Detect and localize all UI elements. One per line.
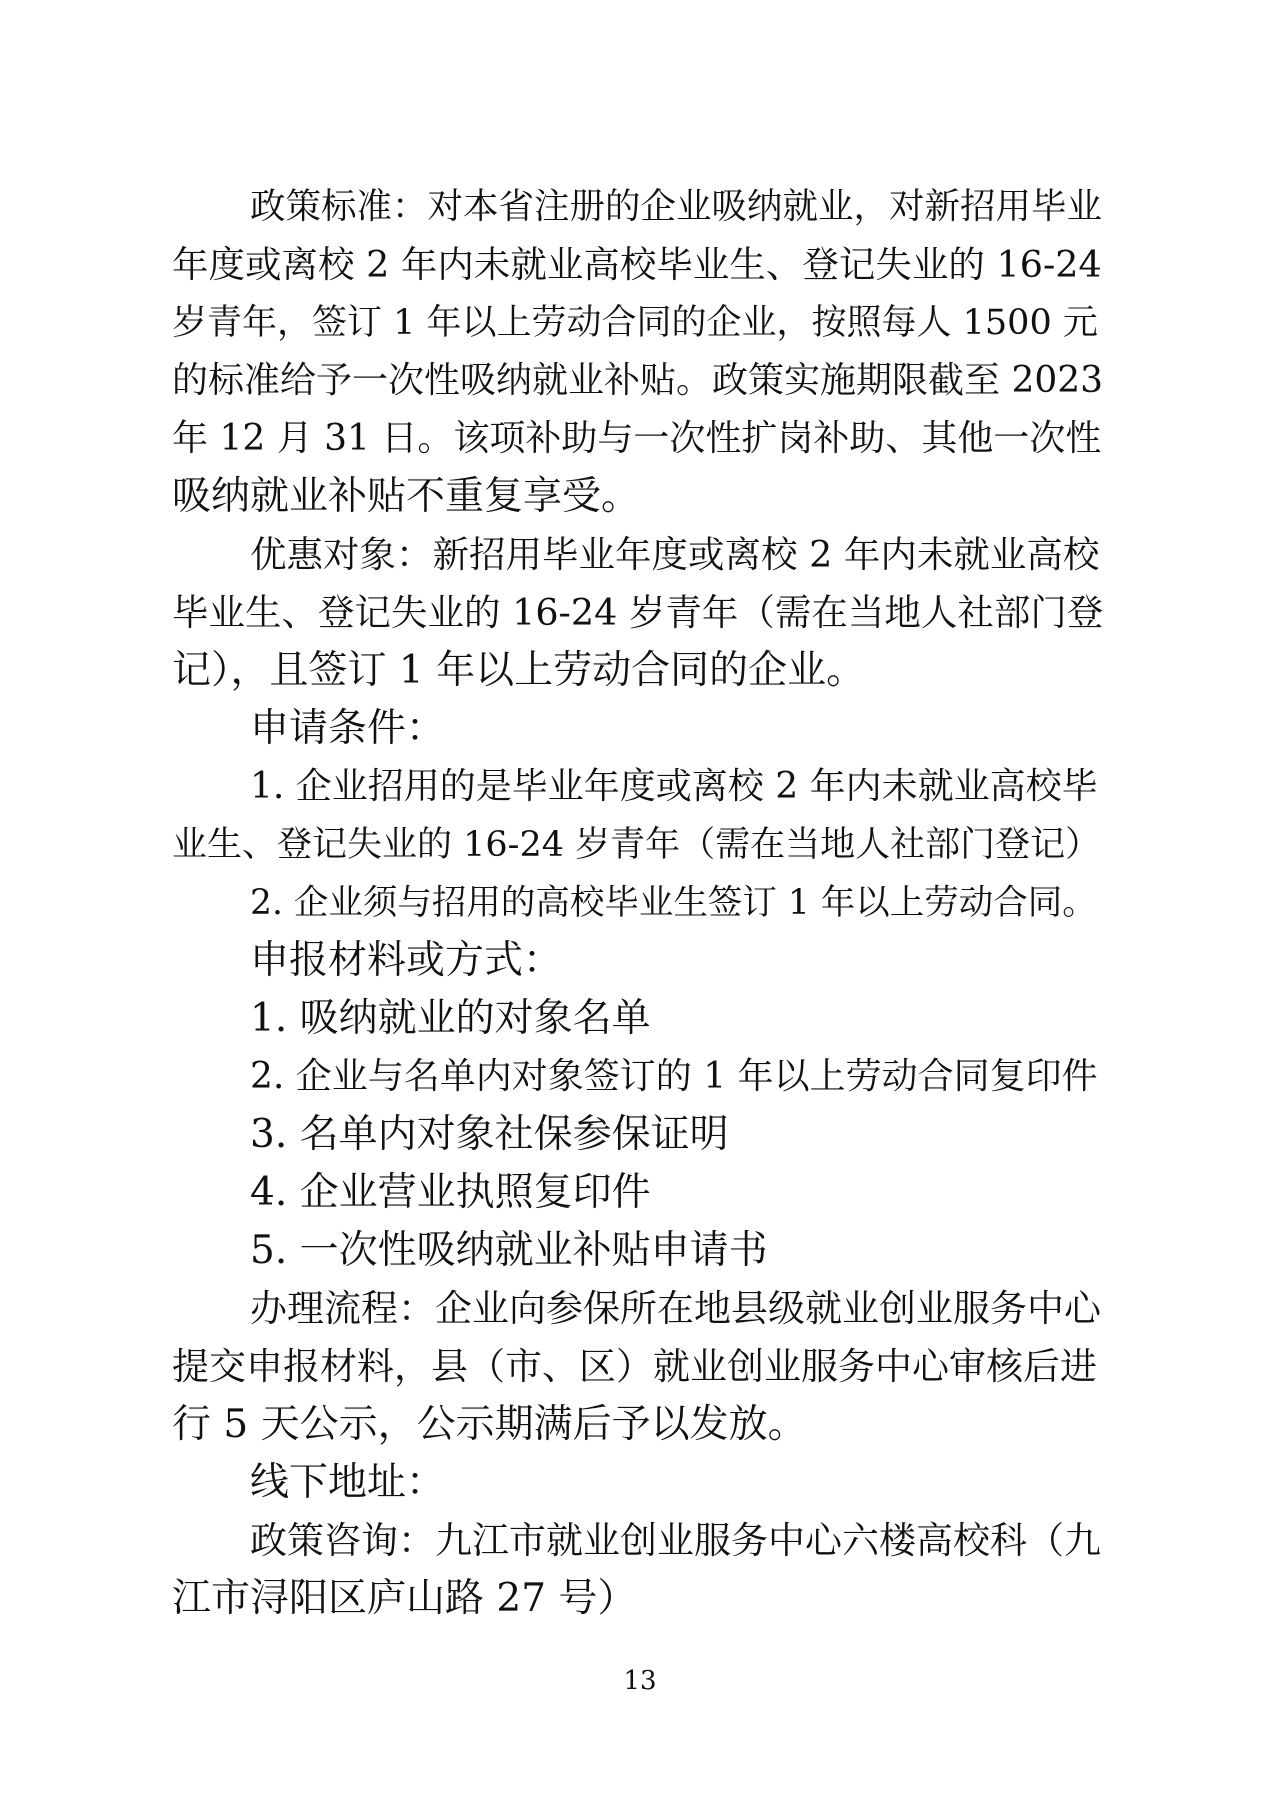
document-body: [172, 178, 1104, 1628]
text-line: 江市浔阳区庐山路 27 号）: [172, 1576, 637, 1621]
page-number: 13: [623, 1666, 657, 1696]
list-item: 2. 企业与名单内对象签订的 1 年以上劳动合同复印件: [250, 1056, 1098, 1097]
list-item: 4. 企业营业执照复印件: [250, 1170, 651, 1215]
section-heading: 申报材料或方式：: [250, 938, 563, 983]
text-line: 行 5 天公示，公示期满后予以发放。: [172, 1402, 807, 1447]
text-line: 记），且签订 1 年以上劳动合同的企业。: [172, 648, 866, 693]
section-heading: 线下地址：: [250, 1460, 446, 1505]
text-line: 年度或离校 2 年内未就业高校毕业生、登记失业的 16-24: [172, 243, 1102, 286]
text-line: 年 12 月 31 日。该项补助与一次性扩岗补助、其他一次性: [172, 418, 1102, 459]
text-line: 吸纳就业补贴不重复享受。: [172, 474, 641, 519]
text-line: 政策标准：对本省注册的企业吸纳就业，对新招用毕业: [250, 186, 1103, 227]
text-line: 政策咨询：九江市就业创业服务中心六楼高校科（九: [250, 1519, 1101, 1562]
text-line: 优惠对象：新招用毕业年度或离校 2 年内未就业高校: [250, 533, 1100, 576]
section-heading: 申请条件：: [250, 706, 446, 751]
text-line: 1. 企业招用的是毕业年度或离校 2 年内未就业高校毕: [250, 766, 1098, 807]
list-item: 1. 吸纳就业的对象名单: [250, 996, 651, 1041]
text-line: 业生、登记失业的 16-24 岁青年（需在当地人社部门登记）: [172, 825, 1101, 865]
text-line: 毕业生、登记失业的 16-24 岁青年（需在当地人社部门登: [172, 591, 1104, 634]
text-line: 办理流程：企业向参保所在地县级就业创业服务中心: [250, 1287, 1101, 1330]
text-line: 的标准给予一次性吸纳就业补贴。政策实施期限截至 2023: [172, 360, 1104, 401]
list-item: 5. 一次性吸纳就业补贴申请书: [250, 1228, 768, 1273]
text-line: 岁青年，签订 1 年以上劳动合同的企业，按照每人 1500 元: [172, 303, 1098, 343]
list-item: 3. 名单内对象社保参保证明: [250, 1112, 729, 1157]
text-line: 提交申报材料，县（市、区）就业创业服务中心审核后进: [172, 1345, 1097, 1388]
text-line: 2. 企业须与招用的高校毕业生签订 1 年以上劳动合同。: [250, 883, 1097, 923]
